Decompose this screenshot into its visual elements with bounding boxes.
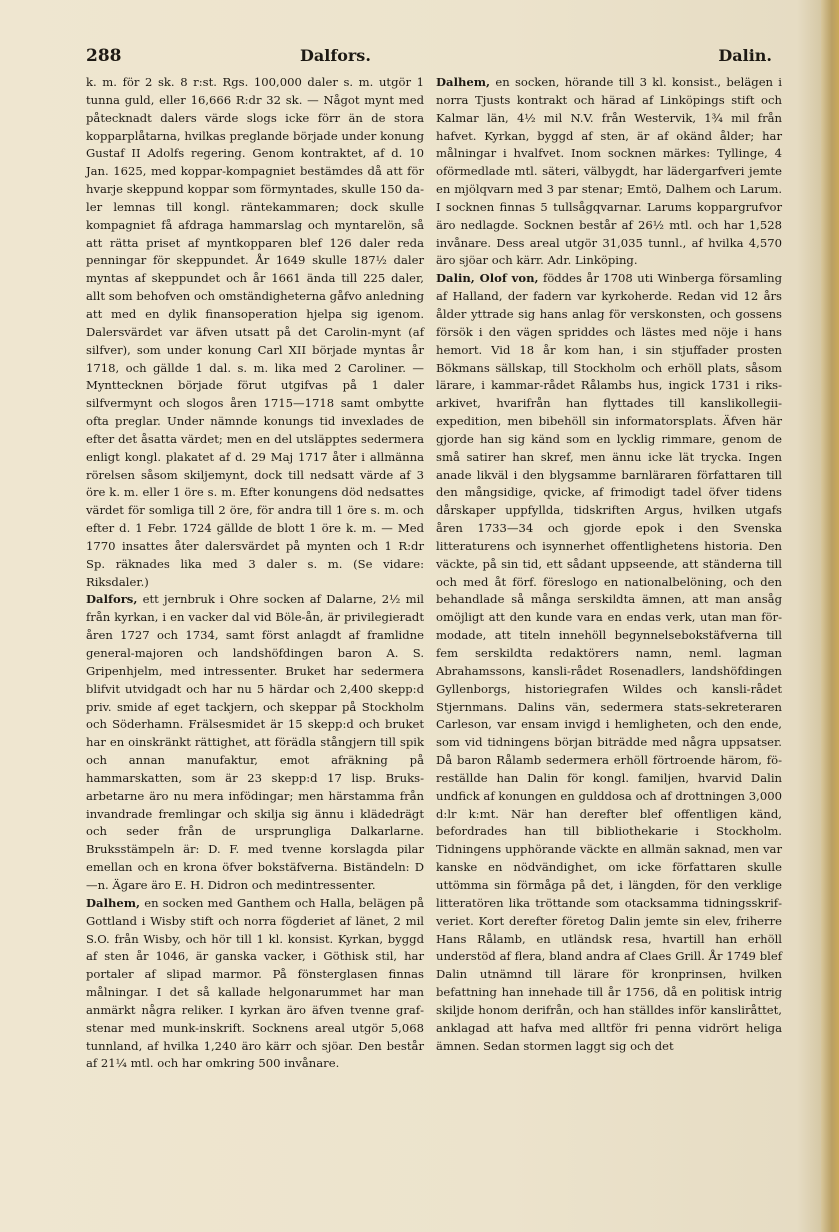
headword: Dalhem, xyxy=(86,895,141,910)
left-column xyxy=(86,74,424,1073)
page-number: 288 xyxy=(86,46,122,66)
headword: Dalhem, xyxy=(436,75,491,89)
entry-text: föddes år 1708 uti Winberga församling af Halland, der fadern var kyrkoherde. Redan vid 12 års ålder yttrade sig hans anlag för verskonsten, och gossens försök i den vägen spriddes och lästes med nöje i hans hemort. Vid 18 år kom han, i sin stjuffader prosten Bökmans sällskap, till Stockholm och erhöll plats, såsom lärare, i kammar-rådet Rålambs hus, ingick 1731 i riks-arkivet, hvarifrån han flyttades till kanslikollegii-expedition, men bibehöll sin informatorsplats. Äfven här gjorde han sig känd som en lycklig rimmare, genom de små satirer han skref, men ännu icke lät trycka. Ingen anade likväl i den blygsamme barnläraren författaren till den mångsidige, qvicke, af frimodigt tadel öfver tidens dårskaper uppfyllda, tidskriften Argus, hvilken utgafs åren 1733—34 och gjorde epok i den Svenska litteraturens och isynnerhet offentlighetens historia. Den väckte, på sin tid, ett sådant uppseende, att ständerna till och med åt förf. föreslogo en nationalbelöning, och den behandlade så många serskildta ämnen, att man ansåg omöjligt att den kunde vara en endas verk, utan man förmodade, att titeln innehöll begynnelsebokstäfverna till fem serskildta redaktörers namn, neml. lagman Abrahamssons, kansli-rådet Rosenadlers, landshöfdingen Gyllenborgs, historiegrafen Wildes och kansli-rådet Stjernmans. Dalins vän, sedermera stats-sekreteraren Carleson, var ensam invigd i hemligheten, och den ende, som vid tidningens början biträdde med några uppsatser. Då baron Rålamb sedermera erhöll förtroende härom, föreställde han Dalin för kongl. familjen, hvarvid Dalin undfick af konungen en gulddosa och af drottningen 3,000 d:lr k:mt. När han derefter blef offentligen känd, befordrades han till bibliothekarie i Stockholm. Tidningens upphörande väckte en allmän saknad, men var kanske en nödvändighet, om icke författaren skulle uttömma sin förmåga på det, i längden, för den verklige litteratören lika tröttande som otacksamma tidningsskrifveriet. Kort derefter företog Dalin jemte sin elev, friherre Hans Rålamb, en utländsk resa, hvartill han erhöll understöd af flera, bland andra af Claes Grill. År 1749 blef Dalin utnämnd till lärare för kronprinsen, hvilken befattning han innehade till år 1756, då en politisk intrig skiljde honom derifrån, och han ställdes inför kansliråttet, anklagad att hafva med alltför fri penna vidrört heliga ämnen. Sedan stormen laggt sig och det xyxy=(436,271,782,1053)
entry-text: ett jernbruk i Ohre socken af Dalarne, 2½ mil från kyrkan, i en vacker dal vid Böle-ån, är privilegieradt åren 1727 och 1734, samt först anlagdt af framlidne general-majoren och landshöfdingen baron A. S. Gripenhjelm, med intressenter. Bruket har sedermera blifvit utvidgadt och har nu 5 härdar och 2,400 skepp:d priv. smide af eget tackjern, och skeppar på Stockholm och Söderhamn. Frälsesmidet är 15 skepp:d och bruket har en oinskränkt rättighet, att förädla stångjern till spik och annan manufaktur, emot afräkning på hammarskatten, som är 23 skepp:d 17 lisp. Bruksarbetarne äro nu mera infödingar; men härstamma från invandrade fremlingar och skilja sig ännu i klädedrägt och seder från de ursprungliga Dalkarlarne. Bruksstämpeln är: D. F. med tvenne korslagda pilar emellan och en krona öfver bokstäfverna. Biständeln: D—n. Ägare äro E. H. Didron och medintressenter. xyxy=(86,592,424,892)
entry-dalin-olof xyxy=(436,270,782,1055)
headword: Dalfors, xyxy=(86,592,138,607)
right-running-head: Dalin. xyxy=(718,46,772,65)
entry-text: en socken, hörande till 3 kl. konsist., belägen i norra Tjusts kontrakt och härad af Linköpings stift och Kalmar län, 4½ mil N.V. från Westervik, 1¾ mil från hafvet. Kyrkan, byggd af sten, är af okänd ålder; har målningar i hvalfvet. Inom socknen märkes: Tyllinge, 4 oförmedlade mtl. säteri, välbygdt, har lädergarfveri jemte en mjölqvarn med 3 par stenar; Emtö, Dalhem och Larum. I socknen finnas 5 tullsågqvarnar. Larums koppargrufvor äro nedlagde. Socknen består af 26½ mtl. och har 1,528 invånare. Dess areal utgör 31,035 tunnl., af hvilka 4,570 äro sjöar och kärr. Adr. Linköping. xyxy=(436,75,782,268)
entry-dalhem-gottland xyxy=(86,895,424,1073)
headword: Dalin, Olof von, xyxy=(436,271,539,286)
page-edge xyxy=(821,0,839,1232)
right-column xyxy=(436,74,782,1055)
left-running-head: Dalfors. xyxy=(300,46,371,65)
entry-text: k. m. för 2 sk. 8 r:st. Rgs. 100,000 daler s. m. utgör 1 tunna guld, eller 16,666 R:dr 32 sk. — Något mynt med påtecknadt dalers värde slogs icke förr än de stora kopparplåtarna, hvilkas preglande började under konung Gustaf II Adolfs regering. Genom kontraktet, af d. 10 Jan. 1625, med koppar-kompagniet bestämdes då att för hvarje skeppund koppar som förmyntades, skulle 150 daler lemnas till kongl. räntekammaren; dock skulle kompagniet få afdraga hammarslag och myntarelön, så att rätta priset af myntkopparen blef 126 daler reda penningar för skeppundet. År 1649 skulle 187½ daler myntas af skeppundet och år 1661 ända till 225 daler, allt som behofven och omständigheterna gåfvo anledning att med en dylik finansoperation hjelpa sig igenom. Dalersvärdet var äfven utsatt på det Carolin-mynt (af silfver), som under konung Carl XII började myntas år 1718, och gällde 1 dal. s. m. lika med 2 Caroliner. — Mynttecknen började förut utgifvas på 1 daler silfvermynt och slogos åren 1715—1718 samt ombytte ofta preglar. Under nämnde konungs tid invexlades de efter det åsatta värdet; men en del utsläpptes sedermera enligt kongl. plakatet af d. 29 Maj 1717 åter i allmänna rörelsen såsom skiljemynt, dock till nedsatt värde af 3 öre k. m. eller 1 öre s. m. Efter konungens död nedsattes värdet för somliga till 2 öre, för andra till 1 öre s. m. och efter d. 1 Febr. 1724 gällde de blott 1 öre k. m. — Med 1770 insattes åter dalersvärdet på mynten och 1 R:dr Sp. räknades lika med 3 daler s. m. (Se vidare: Riksdaler.) xyxy=(86,75,424,589)
entry-daler-continued xyxy=(86,74,424,591)
entry-dalhem-tjust xyxy=(436,74,782,270)
entry-dalfors xyxy=(86,591,424,894)
running-header xyxy=(86,44,780,70)
entry-text: en socken med Ganthem och Halla, belägen på Gottland i Wisby stift och norra fögderiet af länet, 2 mil S.O. från Wisby, och hör till 1 kl. konsist. Kyrkan, byggd af sten år 1046, är ganska vacker, i Göthisk stil, har portaler af slipad marmor. På fönsterglasen finnas målningar. I det så kallade helgonarummet har man anmärkt några reliker. I kyrkan äro äfven tvenne grafstenar med munk-inskrift. Socknens areal utgör 5,068 tunnland, af hvilka 1,240 äro kärr och sjöar. Den består af 21¼ mtl. och har omkring 500 invånare. xyxy=(86,895,424,1071)
